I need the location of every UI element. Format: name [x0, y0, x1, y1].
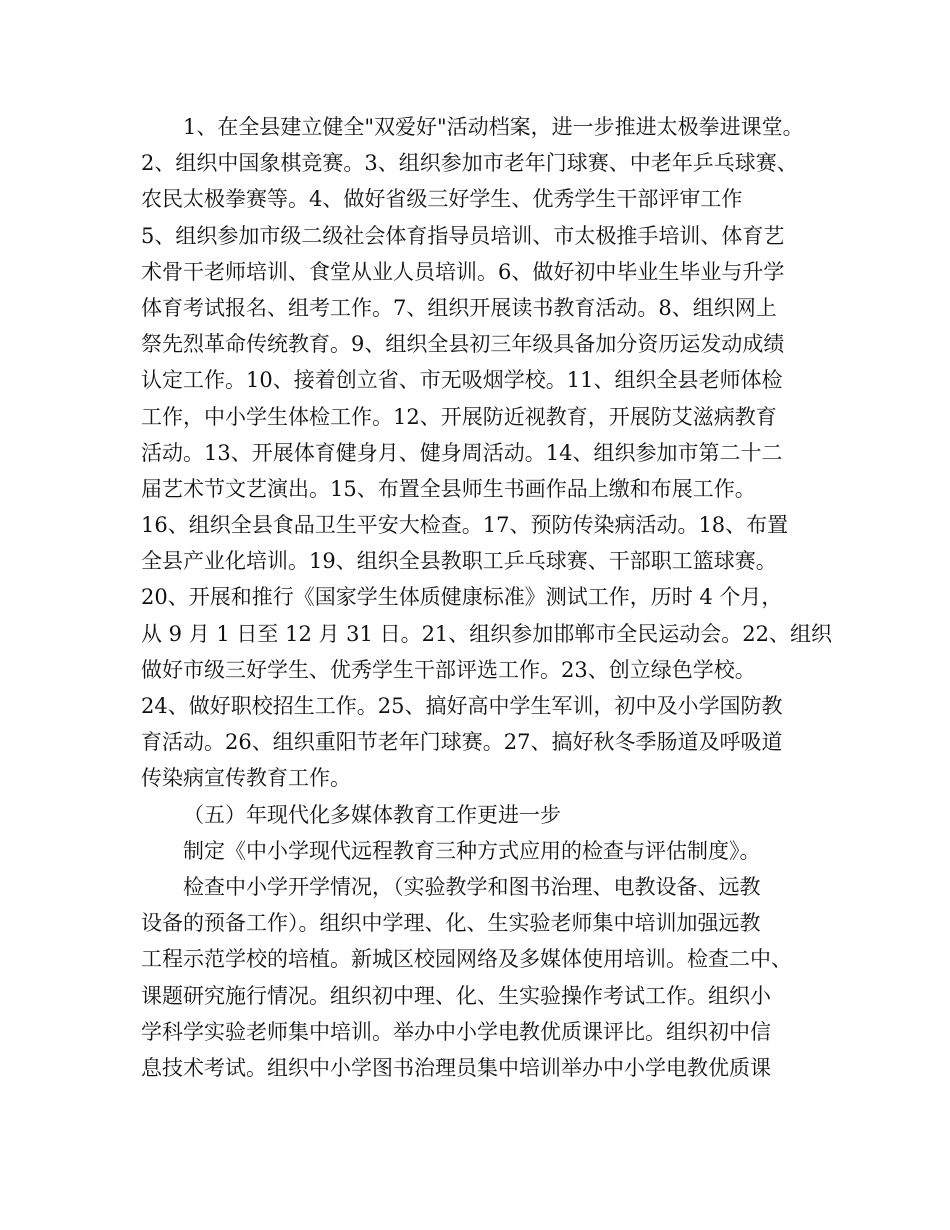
paragraph-line: 16、组织全县食品卫生平安大检查。17、预防传染病活动。18、布置	[141, 513, 789, 538]
paragraph-line: 工程示范学校的培植。新城区校园网络及多媒体使用培训。检查二中、	[141, 947, 792, 972]
paragraph-line: 认定工作。10、接着创立省、市无吸烟学校。11、组织全县老师体检	[141, 368, 783, 393]
paragraph-line: 息技术考试。组织中小学图书治理员集中培训举办中小学电教优质课	[141, 1055, 771, 1080]
paragraph-line: 工作，中小学生体检工作。12、开展防近视教育，开展防艾滋病教育	[141, 404, 777, 429]
paragraph-line: 农民太极拳赛等。4、做好省级三好学生、优秀学生干部评审工作	[141, 187, 743, 212]
paragraph-line: 2、组织中国象棋竞赛。3、组织参加市老年门球赛、中老年乒乓球赛、	[141, 151, 798, 176]
section-heading: （五）年现代化多媒体教育工作更进一步	[183, 802, 561, 827]
paragraph-line: 届艺术节文艺演出。15、布置全县师生书画作品上缴和布展工作。	[141, 476, 756, 501]
paragraph-line: 1、在全县建立健全"双爱好"活动档案，进一步推进太极拳进课堂。	[183, 115, 804, 139]
paragraph-line: 设备的预备工作）。组织中学理、化、生实验老师集中培训加强远教	[141, 911, 761, 936]
paragraph-line: 传染病宣传教育工作。	[141, 766, 351, 791]
paragraph-line: 做好市级三好学生、优秀学生干部评选工作。23、创立绿色学校。	[141, 657, 756, 682]
paragraph-line: 体育考试报名、组考工作。7、组织开展读书教育活动。8、组织网上	[141, 295, 777, 320]
document-body	[141, 109, 831, 1086]
paragraph-line: 活动。13、开展体育健身月、健身周活动。14、组织参加市第二十二	[141, 440, 783, 465]
paragraph-line: 育活动。26、组织重阳节老年门球赛。27、搞好秋冬季肠道及呼吸道	[141, 730, 783, 755]
paragraph-line: 课题研究施行情况。组织初中理、化、生实验操作考试工作。组织小	[141, 983, 771, 1008]
paragraph-line: 20、开展和推行《国家学生体质健康标准》测试工作，历时 4 个月，	[141, 585, 783, 610]
paragraph-line: 从 9 月 1 日至 12 月 31 日。21、组织参加邯郸市全民运动会。22、组织	[141, 621, 833, 646]
paragraph-line: 祭先烈革命传统教育。9、组织全县初三年级具备加分资历运发动成绩	[141, 332, 785, 357]
paragraph-line: 术骨干老师培训、食堂从业人员培训。6、做好初中毕业生毕业与升学	[141, 259, 785, 284]
paragraph-line: 学科学实验老师集中培训。举办中小学电教优质课评比。组织初中信	[141, 1019, 771, 1044]
paragraph-line: 全县产业化培训。19、组织全县教职工乒乓球赛、干部职工篮球赛。	[141, 549, 777, 574]
paragraph-line: 5、组织参加市级二级社会体育指导员培训、市太极推手培训、体育艺	[141, 223, 785, 248]
paragraph-line: 制定《中小学现代远程教育三种方式应用的检查与评估制度》。	[183, 838, 761, 863]
paragraph-line: 24、做好职校招生工作。25、搞好高中学生军训，初中及小学国防教	[141, 694, 783, 718]
paragraph-line: 检查中小学开学情况，（实验教学和图书治理、电教设备、远教	[183, 874, 761, 899]
